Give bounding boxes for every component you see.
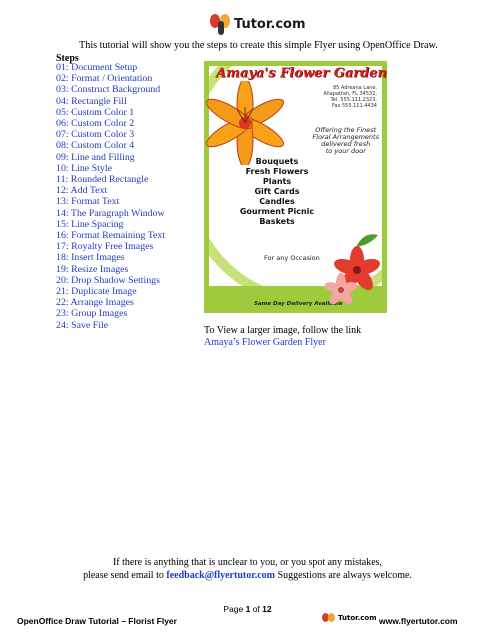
step-link[interactable]: 17: Royalty Free Images [56,241,154,253]
step-link[interactable]: 13: Format Text [56,196,120,208]
flyer-address: 85 Adreana Lane, Allapattah, FL 34532, Tel. 555.111.2323, Fax 555.111.4434 [323,85,377,109]
flyer-caption [204,325,361,349]
step-link[interactable]: 04: Rectangle Fill [56,95,127,107]
step-link[interactable]: 08: Custom Color 4 [56,140,135,152]
lily-flower-icon [206,81,284,165]
flyer-image [204,61,387,313]
step-link[interactable]: 02: Format / Orientation [56,73,153,85]
flyer-link[interactable]: Amaya’s Flower Garden Flyer [204,337,326,348]
caption-text: To View a larger image, follow the link [204,325,362,336]
step-link[interactable]: 14: The Paragraph Window [56,207,165,219]
intro-text: This tutorial will show you the steps to create this simple Flyer using OpenOffice Draw. [79,40,438,51]
flyer-items: Bouquets Fresh Flowers Plants Gift Cards Candles Gourment Picnic Baskets [239,157,315,226]
leaf-icon [354,231,380,249]
butterfly-icon [322,611,336,625]
step-link[interactable]: 15: Line Spacing [56,218,124,230]
step-link[interactable]: 20: Drop Shadow Settings [56,274,160,286]
step-link[interactable]: 01: Document Setup [56,62,138,73]
logo-text: Tutor.com [234,16,306,32]
feedback-line2: please send email to feedback@flyertutor.com Suggestions are always welcome. [83,570,412,581]
step-link[interactable]: 05: Custom Color 1 [56,106,135,118]
step-link[interactable]: 07: Custom Color 3 [56,129,135,141]
step-link[interactable]: 23: Group Images [56,308,128,320]
step-link[interactable]: 22: Arrange Images [56,297,134,309]
feedback-note [0,556,495,582]
step-link[interactable]: 10: Line Style [56,162,112,174]
step-link[interactable]: 12: Add Text [56,185,108,197]
flyer-delivery: Same Day Delivery Available [254,301,343,307]
flyer-title: Amaya's Flower Garden [216,66,387,81]
pink-flower-icon [324,273,358,307]
step-link[interactable]: 21: Duplicate Image [56,286,137,298]
feedback-line1: If there is anything that is unclear to you, or you spot any mistakes, [112,557,383,568]
flyer-offer: Offering the Finest Floral Arrangements delivered fresh to your door [312,126,379,155]
step-link[interactable]: 18: Insert Images [56,252,125,264]
feedback-email-link[interactable]: feedback@flyertutor.com [166,570,276,581]
step-link[interactable]: 24: Save File [56,319,109,331]
step-link[interactable]: 09: Line and Filling [56,151,135,163]
flyer-occasion: For any Occasion [264,254,320,262]
step-link[interactable]: 16: Format Remaining Text [56,230,166,242]
page-number: Page 1 of 12 [223,604,272,614]
steps-heading: Steps [56,53,79,64]
steps-list [56,62,165,331]
step-link[interactable]: 06: Custom Color 2 [56,118,135,130]
step-link[interactable]: 11: Rounded Rectangle [56,174,149,186]
footer-logo: Tutor.com [322,611,377,625]
footer-title: OpenOffice Draw Tutorial – Florist Flyer [17,616,177,626]
butterfly-icon [210,11,232,37]
step-link[interactable]: 03: Construct Background [56,84,161,96]
site-logo [210,10,306,38]
step-link[interactable]: 19: Resize Images [56,263,129,275]
footer-website[interactable]: www.flyertutor.com [379,616,458,626]
